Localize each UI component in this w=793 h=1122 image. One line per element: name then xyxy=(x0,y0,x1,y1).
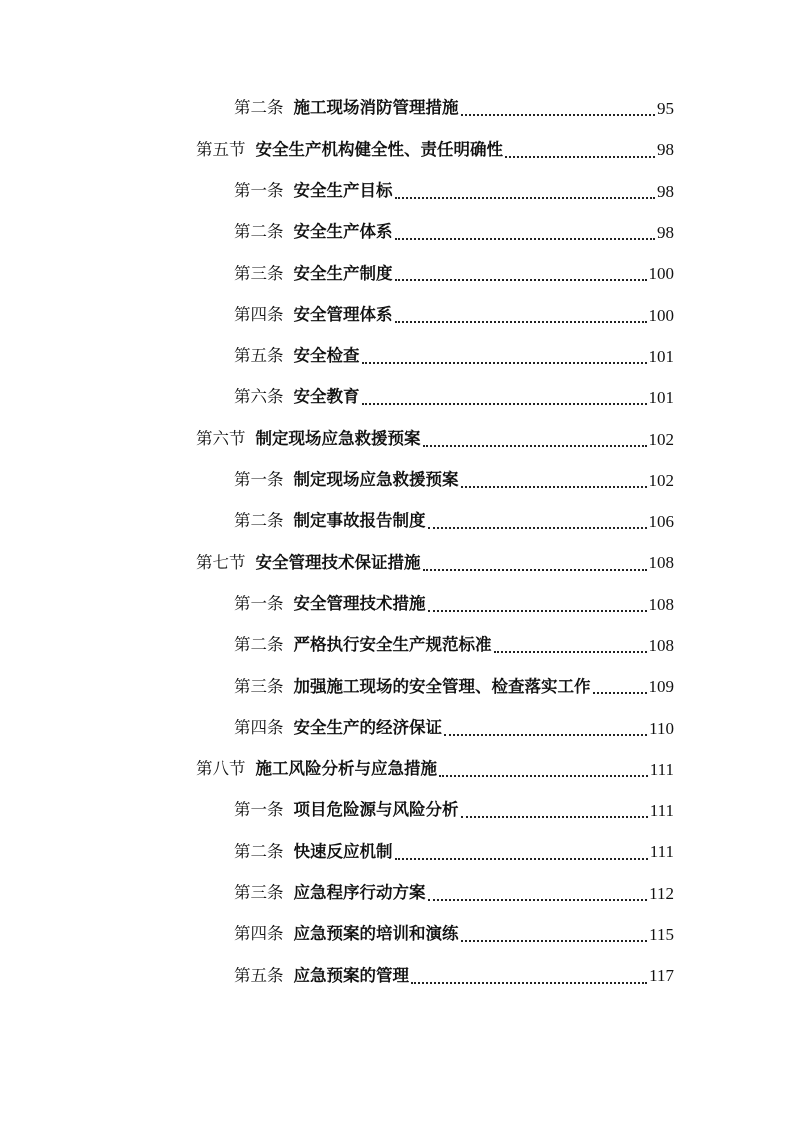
toc-entry-title: 施工风险分析与应急措施 xyxy=(255,759,437,779)
toc-entry-title: 应急程序行动方案 xyxy=(293,883,426,903)
toc-entry[interactable] xyxy=(0,501,674,542)
dot-leader xyxy=(505,144,655,158)
toc-entry-number: 第二条 xyxy=(234,98,284,118)
toc-entry-number: 第七节 xyxy=(196,552,246,572)
toc-entry-number: 第四条 xyxy=(234,924,284,944)
dot-leader xyxy=(461,474,647,488)
toc-entry-title: 安全检查 xyxy=(293,346,360,366)
toc-entry-title: 安全生产制度 xyxy=(293,263,393,283)
toc-entry-title: 安全管理体系 xyxy=(293,304,393,324)
toc-entry[interactable] xyxy=(0,666,674,707)
dot-leader xyxy=(395,267,647,281)
toc-entry-page: 95 xyxy=(657,99,674,119)
toc-entry-title: 安全管理技术措施 xyxy=(293,593,426,613)
toc-entry[interactable] xyxy=(0,460,674,501)
toc-entry-title: 安全生产机构健全性、责任明确性 xyxy=(255,139,503,159)
toc-entry-page: 115 xyxy=(649,925,674,945)
toc-entry[interactable] xyxy=(0,707,674,748)
toc-entry-number: 第三条 xyxy=(234,676,284,696)
toc-entry-title: 制定现场应急救援预案 xyxy=(255,428,421,448)
toc-section[interactable] xyxy=(0,542,674,583)
toc-entry-number: 第六条 xyxy=(234,387,284,407)
toc-entry[interactable] xyxy=(0,253,674,294)
dot-leader xyxy=(362,350,647,364)
dot-leader xyxy=(461,804,648,818)
toc-entry-page: 102 xyxy=(648,470,674,490)
toc-entry-page: 100 xyxy=(648,305,674,325)
toc-entry-title: 加强施工现场的安全管理、检查落实工作 xyxy=(293,676,591,696)
toc-entry-page: 117 xyxy=(649,966,674,986)
toc-entry-number: 第八节 xyxy=(196,759,246,779)
toc-entry-title: 应急预案的培训和演练 xyxy=(293,924,459,944)
toc-entry[interactable] xyxy=(0,377,674,418)
dot-leader xyxy=(411,970,647,984)
toc-entry-page: 98 xyxy=(657,140,674,160)
toc-entry-number: 第四条 xyxy=(234,717,284,737)
toc-entry-page: 111 xyxy=(649,759,674,779)
toc-section[interactable] xyxy=(0,418,674,459)
toc-entry[interactable] xyxy=(0,790,674,831)
toc-entry-number: 第二条 xyxy=(234,511,284,531)
toc-entry-number: 第一条 xyxy=(234,800,284,820)
toc-entry-number: 第四条 xyxy=(234,304,284,324)
toc-entry-number: 第六节 xyxy=(196,428,246,448)
toc-entry[interactable] xyxy=(0,88,674,129)
toc-entry-page: 112 xyxy=(649,883,674,903)
toc-entry[interactable] xyxy=(0,831,674,872)
toc-entry-title: 安全生产体系 xyxy=(293,222,393,242)
toc-section[interactable] xyxy=(0,129,674,170)
dot-leader xyxy=(428,887,648,901)
toc-entry-title: 快速反应机制 xyxy=(293,841,393,861)
toc-entry[interactable] xyxy=(0,873,674,914)
toc-entry-title: 项目危险源与风险分析 xyxy=(293,800,459,820)
toc-entry-page: 110 xyxy=(649,718,674,738)
toc-entry-page: 111 xyxy=(649,801,674,821)
toc-entry[interactable] xyxy=(0,625,674,666)
toc-entry-page: 98 xyxy=(657,223,674,243)
dot-leader xyxy=(593,680,647,694)
dot-leader xyxy=(362,391,647,405)
toc-entry-title: 施工现场消防管理措施 xyxy=(293,98,459,118)
toc-entry-title: 安全教育 xyxy=(293,387,360,407)
toc-entry-number: 第三条 xyxy=(234,263,284,283)
dot-leader xyxy=(428,515,647,529)
toc-entry-page: 101 xyxy=(648,346,674,366)
dot-leader xyxy=(439,763,648,777)
toc-entry-number: 第二条 xyxy=(234,841,284,861)
toc-entry-title: 制定现场应急救援预案 xyxy=(293,470,459,490)
toc-entry[interactable] xyxy=(0,212,674,253)
toc-entry-number: 第五节 xyxy=(196,139,246,159)
toc-entry-page: 100 xyxy=(648,264,674,284)
toc-section[interactable] xyxy=(0,749,674,790)
toc-entry[interactable] xyxy=(0,584,674,625)
toc-entry-page: 101 xyxy=(648,388,674,408)
toc-entry[interactable] xyxy=(0,955,674,996)
toc-entry-number: 第一条 xyxy=(234,180,284,200)
toc-entry-number: 第三条 xyxy=(234,883,284,903)
toc-entry-page: 108 xyxy=(648,636,674,655)
toc-entry-number: 第二条 xyxy=(234,222,284,242)
toc-entry-page: 98 xyxy=(657,181,674,201)
toc-entry-page: 106 xyxy=(648,512,674,532)
table-of-contents xyxy=(0,88,793,997)
toc-entry-title: 安全管理技术保证措施 xyxy=(255,552,421,572)
dot-leader xyxy=(428,598,647,612)
dot-leader xyxy=(461,102,656,116)
toc-entry-title: 应急预案的管理 xyxy=(293,965,409,985)
dot-leader xyxy=(444,722,647,736)
toc-entry[interactable] xyxy=(0,914,674,955)
toc-entry-title: 安全生产目标 xyxy=(293,180,393,200)
dot-leader xyxy=(423,557,647,571)
toc-entry-number: 第二条 xyxy=(234,635,284,655)
toc-entry-page: 109 xyxy=(648,677,674,697)
toc-entry-page: 102 xyxy=(648,429,674,449)
dot-leader xyxy=(395,185,656,199)
toc-entry[interactable] xyxy=(0,294,674,335)
dot-leader xyxy=(395,226,656,240)
toc-entry[interactable] xyxy=(0,171,674,212)
dot-leader xyxy=(494,639,647,653)
toc-entry-title: 安全生产的经济保证 xyxy=(293,717,442,737)
toc-entry-number: 第一条 xyxy=(234,593,284,613)
dot-leader xyxy=(395,846,648,860)
toc-entry-number: 第五条 xyxy=(234,346,284,366)
toc-entry[interactable] xyxy=(0,336,674,377)
toc-entry-page: 108 xyxy=(648,594,674,614)
dot-leader xyxy=(461,928,648,942)
toc-entry-title: 严格执行安全生产规范标准 xyxy=(293,635,492,655)
dot-leader xyxy=(423,433,647,447)
dot-leader xyxy=(395,309,647,323)
toc-entry-number: 第五条 xyxy=(234,965,284,985)
toc-entry-title: 制定事故报告制度 xyxy=(293,511,426,531)
toc-entry-page: 111 xyxy=(649,842,674,862)
toc-entry-page: 108 xyxy=(648,553,674,573)
toc-entry-number: 第一条 xyxy=(234,470,284,490)
